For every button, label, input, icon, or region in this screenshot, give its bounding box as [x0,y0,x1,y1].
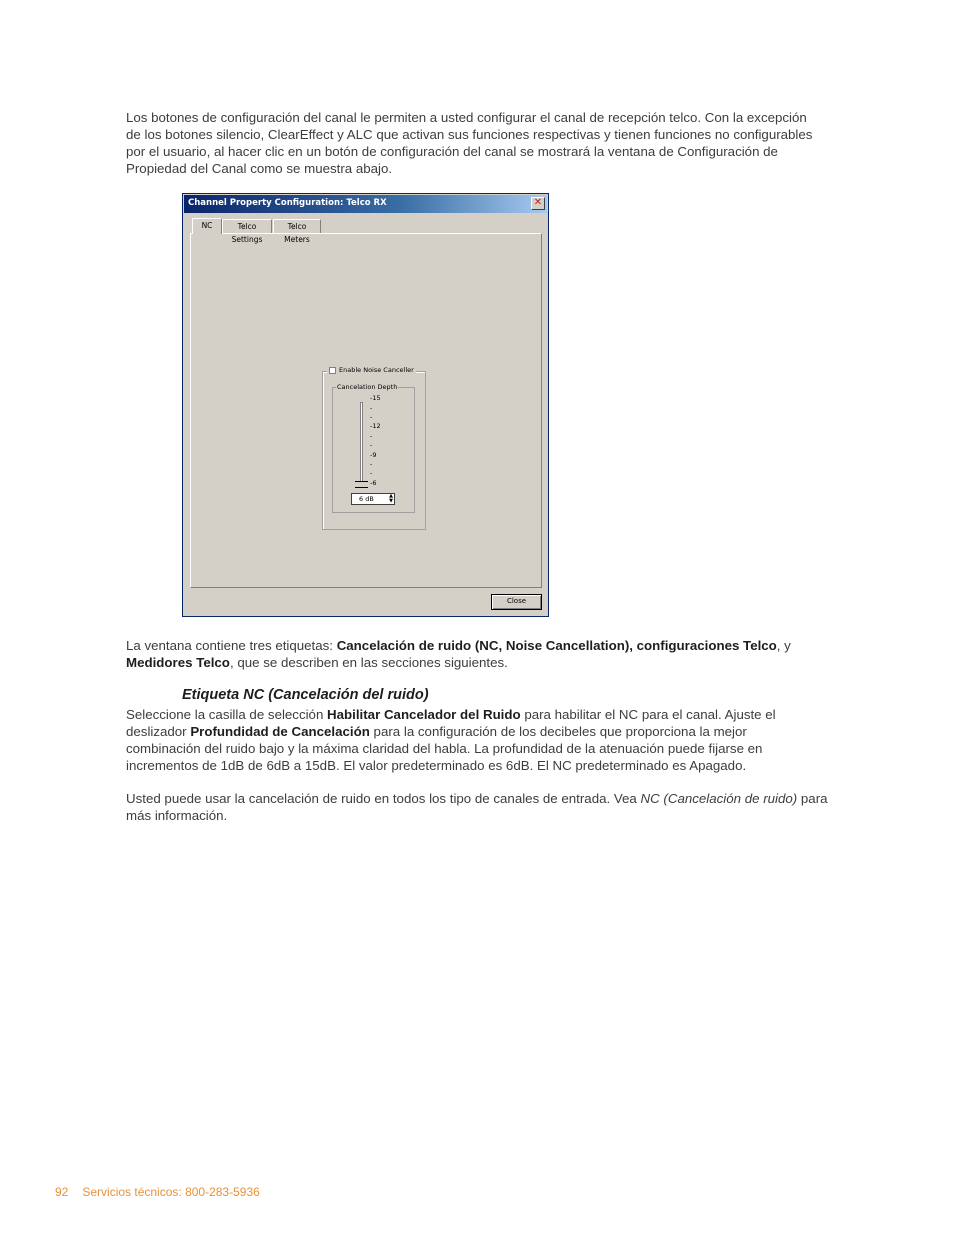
text-run: para habilitar el NC para el canal. Ajuste el deslizador [126,707,776,739]
dialog-title: Channel Property Configuration: Telco RX [188,198,387,208]
dialog-titlebar [184,195,547,213]
checkbox-label: Enable Noise Canceller [339,366,414,374]
tick-label: -6 [370,479,377,487]
checkbox-box[interactable] [329,367,336,374]
text-run: , y [776,638,791,653]
page-footer [55,1185,260,1199]
page-number: 92 [55,1185,69,1199]
support-phone: Servicios técnicos: 800-283-5936 [82,1185,260,1199]
close-icon[interactable]: ✕ [531,197,545,210]
text-run: para más información. [126,791,828,823]
nc-paragraph [126,706,806,774]
depth-value: 6 dB [359,495,374,503]
enable-noise-canceller-checkbox[interactable] [327,366,416,374]
tick-label: - [370,432,373,440]
depth-slider-track[interactable] [360,402,363,488]
text-run: La ventana contiene tres etiquetas: [126,638,337,653]
tick-label: -12 [370,422,381,430]
tick-label: -9 [370,451,377,459]
text-run: , que se describen en las secciones siguientes. [229,655,508,670]
text-run: Seleccione la casilla de selección [126,707,328,722]
cancelation-depth-label: Cancelation Depth [337,383,398,391]
tab-telco-meters[interactable]: Telco Meters [273,219,321,233]
cancelation-depth-group [332,383,415,513]
depth-slider-thumb[interactable] [355,481,368,488]
intro-paragraph: Los botones de configuración del canal le permiten a usted configurar el canal de recepción telco. Con la excepción de los botones silencio, ClearEffect y ALC que activan sus funciones respectivas y tienen funciones no configurables por el usuario, al hacer clic en un botón de configuración del canal se mostrará la ventana de Configuración de Propiedad del Canal como se muestra abajo. [126,110,813,176]
tick-label: - [370,460,373,468]
text-run: para la configuración de los decibeles que proporciona la mejor combinación del ruido bajo y la máxima claridad del habla. La profundidad de la atenuación puede fijarse en incrementos de 1dB de 6dB a 15dB. El valor predeterminado es 6dB. El NC predeterminado es Apagado. [126,724,763,773]
tick-label: - [370,404,373,412]
italic-reference: NC (Cancelación de ruido) [640,791,798,806]
channel-property-dialog-screenshot [182,193,549,617]
text-run: Usted puede usar la cancelación de ruido en todos los tipo de canales de entrada. Vea [126,791,641,806]
bold-term: Medidores Telco [126,655,230,670]
bold-term: Habilitar Cancelador del Ruido [327,707,521,722]
usage-paragraph [126,790,836,824]
noise-canceller-group [322,366,426,530]
close-button[interactable]: Close [491,594,542,610]
bold-term: Cancelación de ruido (NC, Noise Cancellation), configuraciones Telco [336,638,777,653]
nc-tab-panel [190,233,542,588]
tick-label: - [370,413,373,421]
tick-label: - [370,441,373,449]
tick-label: - [370,469,373,477]
depth-value-spinbox[interactable] [351,493,395,505]
tabs-paragraph [126,637,836,671]
tick-label: -15 [370,394,381,402]
tab-telco-settings[interactable]: Telco Settings [222,219,272,233]
bold-term: Profundidad de Cancelación [190,724,370,739]
spin-arrows-icon[interactable]: ▲ ▼ [389,493,393,504]
tab-nc[interactable]: NC [192,218,222,234]
section-heading: Etiqueta NC (Cancelación del ruido) [182,687,429,703]
